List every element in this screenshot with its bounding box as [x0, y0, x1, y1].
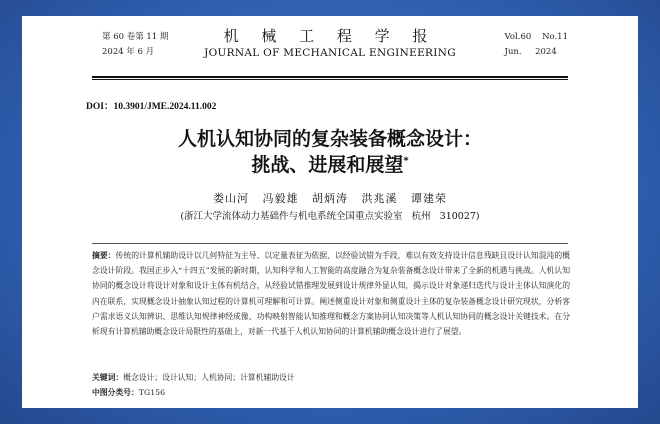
- journal-name-cn: 机 械 工 程 学 报: [223, 27, 437, 45]
- journal-name-en: JOURNAL OF MECHANICAL ENGINEERING: [204, 47, 456, 59]
- abstract-separator: [92, 243, 568, 244]
- volume-issue-cn: 第 60 卷第 11 期: [102, 32, 169, 42]
- abstract-text: 传统的计算机辅助设计以几何特征为主导、以定量表征为依据、以经验试错为手段，难以有效支持设计信息残缺且设计认知混沌的概念设计阶段。我国正步入“十四五”发展的新时期，认知科学和人工智能的高度融合为复杂装备概念设计带来了全新的机遇与挑战。人机认知协同的概念设计将设计对象和设计主体有机结合，从经验试错推理发展到设计规律外显认知，揭示设计对象递归迭代与设计主体认知演化的内在联系，实现概念设计抽象认知过程的计算机可理解和可计算。阐述侧重设计对象和侧重设计主体的复杂装备概念设计研究现状，分析客户需求语义认知辨识、思维认知规律神经成像、功构映射智能认知推理和概念方案协同认知决策等人机认知协同的概念设计关键技术。在分析现有计算机辅助概念设计局限性的基础上，对新一代基于人机认知协同的计算机辅助概念设计进行了展望。: [92, 251, 570, 337]
- date-cn: 2024 年 6 月: [102, 47, 155, 57]
- title-line-2-text: 挑战、进展和展望: [251, 154, 404, 176]
- affiliation: (浙江大学流体动力基础件与机电系统全国重点实验室 杭州 310027): [180, 211, 480, 222]
- title-footnote-mark: *: [403, 155, 409, 167]
- keywords-label: 关键词：: [92, 373, 124, 382]
- title-line-2: [22, 150, 638, 177]
- classification-label: 中图分类号：: [92, 388, 139, 397]
- abstract: [92, 248, 570, 339]
- paper-page: [22, 16, 638, 408]
- authors: 娄山河 冯毅雄 胡炳涛 洪兆溪 谭建荣: [213, 192, 447, 205]
- classification-text: TG156: [138, 388, 166, 397]
- title-line-1: 人机认知协同的复杂装备概念设计：: [177, 128, 482, 150]
- header-rule-thick: [92, 76, 568, 78]
- abstract-label: 摘要：: [92, 251, 116, 260]
- date-en: Jun. 2024: [504, 47, 557, 57]
- issue-info-right: [505, 30, 568, 60]
- keywords: [92, 371, 295, 385]
- header-rule-thin: [92, 79, 568, 80]
- keywords-text: 概念设计；设计认知；人机协同；计算机辅助设计: [123, 373, 295, 382]
- classification: [92, 386, 165, 400]
- doi: DOI：10.3901/JME.2024.11.002: [86, 102, 217, 112]
- volume-issue-en: Vol.60 No.11: [504, 32, 568, 42]
